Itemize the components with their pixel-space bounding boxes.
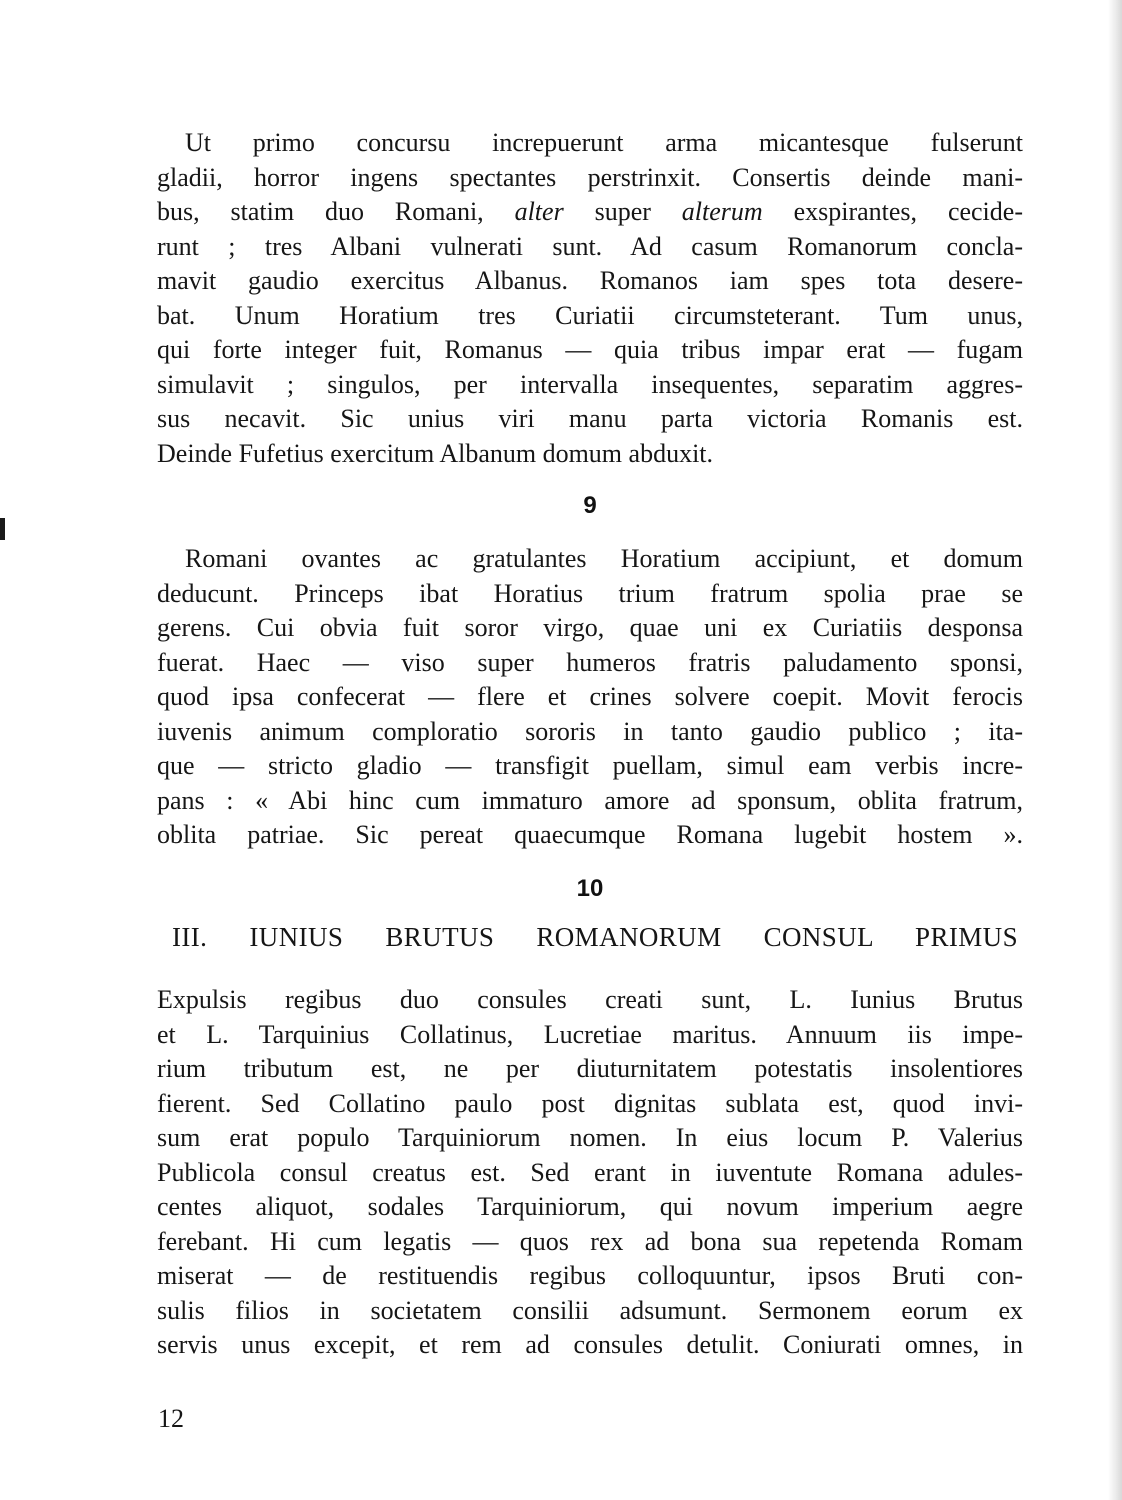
text-fragment: exspirantes, cecide- — [762, 197, 1023, 226]
text-line: gerens. Cui obvia fuit soror virgo, quae uni ex Curiatiis desponsa — [157, 613, 1023, 642]
text-line: runt ; tres Albani vulnerati sunt. Ad casum Romanorum concla- — [157, 231, 1023, 261]
text-line: quod ipsa confecerat — flere et crines solvere coepit. Movit ferocis — [157, 682, 1023, 711]
text-line: miserat — de restituendis regibus colloquuntur, ipsos Bruti con- — [157, 1261, 1023, 1290]
italic-word: alterum — [681, 197, 763, 226]
text-fragment: super — [563, 197, 682, 226]
italic-word: alter — [514, 197, 564, 226]
text-line: Deinde Fufetius exercitum Albanum domum abduxit. — [157, 438, 714, 468]
section-number-10: 10 — [576, 875, 604, 902]
text-line-with-italics — [157, 195, 1023, 230]
text-line: que — stricto gladio — transfigit puellam, simul eam verbis incre- — [157, 751, 1023, 780]
text-line: iuvenis animum comploratio sororis in tanto gaudio publico ; ita- — [157, 716, 1023, 746]
text-line: mavit gaudio exercitus Albanus. Romanos iam spes tota desere- — [157, 266, 1023, 295]
text-line: qui forte integer fuit, Romanus — quia tribus impar erat — fugam — [157, 335, 1023, 364]
text-line: Publicola consul creatus est. Sed erant in iuventute Romana adules- — [157, 1157, 1023, 1187]
text-line: Ut primo concursu increpuerunt arma micantesque fulserunt — [185, 128, 1023, 157]
text-line: pans : « Abi hinc cum immaturo amore ad sponsum, oblita fratrum, — [157, 785, 1023, 815]
page-number: 12 — [158, 1404, 184, 1433]
text-line: sum erat populo Tarquiniorum nomen. In eius locum P. Valerius — [157, 1123, 1023, 1152]
text-line: et L. Tarquinius Collatinus, Lucretiae maritus. Annuum iis impe- — [157, 1019, 1023, 1049]
text-line: bat. Unum Horatium tres Curiatii circumsteterant. Tum unus, — [157, 300, 1023, 330]
text-line: rium tributum est, ne per diuturnitatem potestatis insolentiores — [157, 1054, 1023, 1083]
text-line: fuerat. Haec — viso super humeros fratris paludamento sponsi, — [157, 647, 1023, 677]
text-line: servis unus excepit, et rem ad consules detulit. Coniurati omnes, in — [157, 1330, 1023, 1359]
section-number-9: 9 — [583, 492, 597, 519]
text-line: fierent. Sed Collatino paulo post dignitas sublata est, quod invi- — [157, 1088, 1023, 1118]
text-line: gladii, horror ingens spectantes perstrinxit. Consertis deinde mani- — [157, 162, 1023, 192]
section-9-text — [157, 542, 1023, 853]
text-line: simulavit ; singulos, per intervalla insequentes, separatim aggres- — [157, 369, 1023, 399]
text-line: centes aliquot, sodales Tarquiniorum, qui novum imperium aegre — [157, 1192, 1023, 1221]
section-8-text — [157, 126, 1023, 471]
section-10-text — [157, 983, 1023, 1363]
chapter-heading: III. IUNIUS BRUTUS ROMANORUM CONSUL PRIMUS — [172, 922, 1018, 952]
text-line: sus necavit. Sic unius viri manu parta victoria Romanis est. — [157, 404, 1023, 433]
page-edge-shadow — [1108, 0, 1122, 1500]
text-line: deducunt. Princeps ibat Horatius trium fratrum spolia prae se — [157, 578, 1023, 608]
binding-mark — [0, 518, 5, 540]
text-line: Expulsis regibus duo consules creati sunt, L. Iunius Brutus — [157, 985, 1023, 1014]
text-fragment: bus, statim duo Romani, — [157, 197, 515, 226]
text-line: Romani ovantes ac gratulantes Horatium accipiunt, et domum — [185, 544, 1023, 573]
text-line: ferebant. Hi cum legatis — quos rex ad bona sua repetenda Romam — [157, 1226, 1023, 1256]
text-line: sulis filios in societatem consilii adsumunt. Sermonem eorum ex — [157, 1295, 1023, 1325]
text-line: oblita patriae. Sic pereat quaecumque Romana lugebit hostem ». — [157, 820, 1023, 849]
